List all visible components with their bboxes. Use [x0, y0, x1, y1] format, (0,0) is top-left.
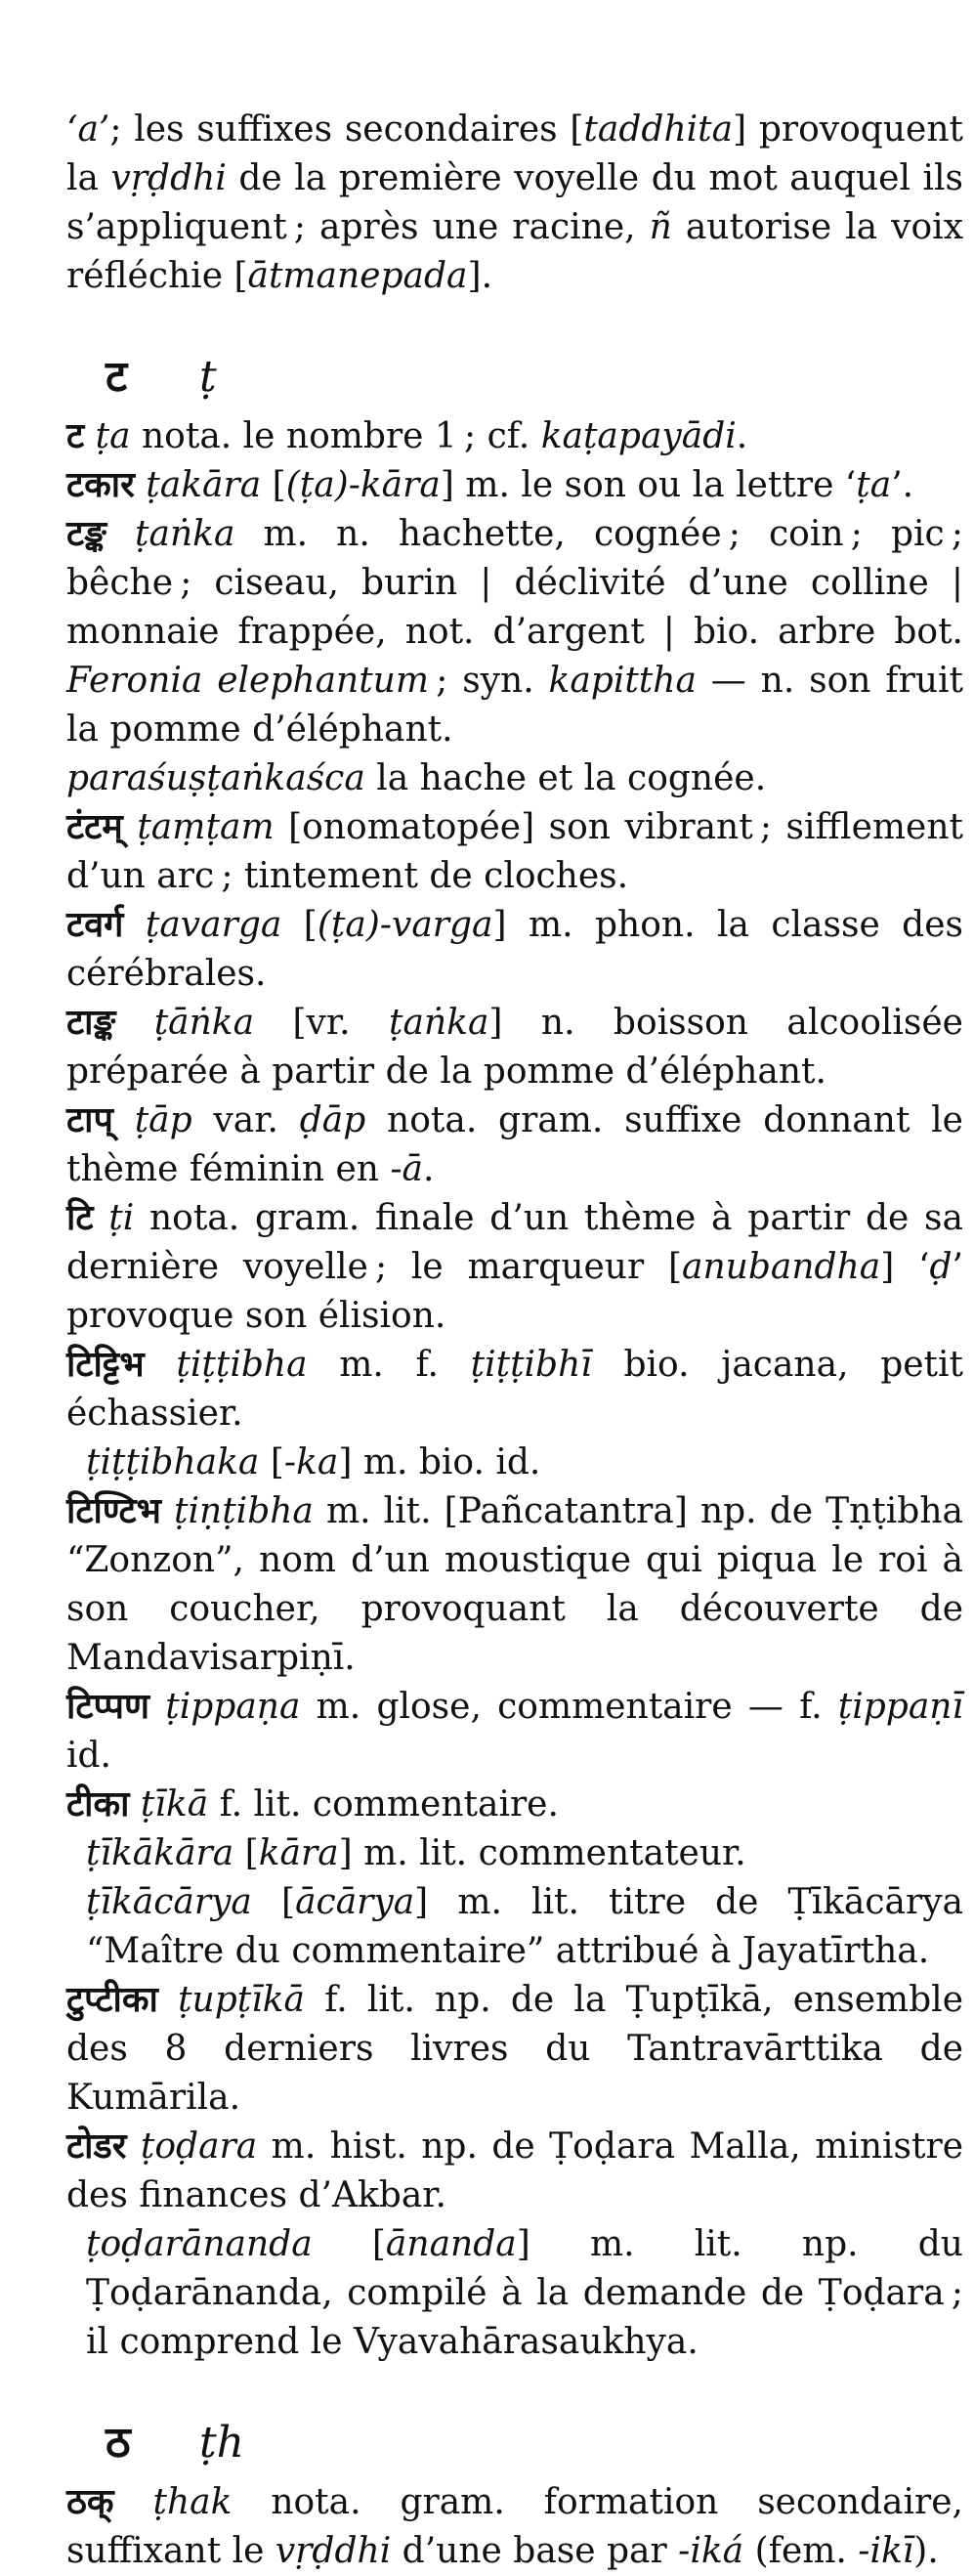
intro-vrddhi: vṛḍdhi [110, 158, 227, 198]
headword: ṭīkākāra [86, 1833, 234, 1873]
entry-tika: टीका ṭīkā f. lit. commentaire. [66, 1784, 559, 1825]
entry-tikacarya: ṭīkācārya [ācārya] m. lit. titre de Ṭīkācārya “Maître du commentaire” attribué à Jayatīrtha. [86, 1882, 963, 1971]
headword: ṭaṅka [135, 514, 235, 554]
section-roman-letter: ṭ [199, 352, 217, 402]
headword: ṭippaṇa [165, 1687, 301, 1727]
entry-tittibha: टिट्टिभ ṭiṭṭibha m. f. ṭiṭṭibhī bio. jacana, petit échassier. [66, 1345, 963, 1434]
entry-tavarga: टवर्ग ṭavarga [(ṭa)-varga] m. phon. la classe des cérébrales. [66, 905, 963, 994]
section-deva-letter: ट [106, 352, 128, 402]
entry-tap: टाप् ṭāp var. ḍāp nota. gram. suffixe donnant le thème féminin en -ā. [66, 1100, 963, 1189]
entry-tittibhaka: ṭiṭṭibhaka [-ka] m. bio. id. [86, 1442, 541, 1482]
headword: ṭiṭṭibha [176, 1345, 308, 1385]
entry-tippana: टिप्पण ṭippaṇa m. glose, commentaire — f. ṭippaṇī id. [66, 1687, 963, 1776]
section-roman-letter: ṭh [199, 2418, 245, 2468]
entry-parasu: paraśuṣṭaṅkaśca la hache et la cognée. [66, 758, 767, 798]
entry-tuptika: टुप्टीका ṭupṭīkā f. lit. np. de la Ṭupṭīkā, ensemble des 8 derniers livres du Tantravārttika de Kumārila. [66, 1980, 963, 2118]
entry-tikakara: ṭīkākāra [kāra] m. lit. commentateur. [86, 1833, 746, 1873]
headword: ṭupṭīkā [178, 1980, 306, 2020]
headword: ṭīkā [140, 1784, 209, 1825]
entry-thak: ठक् ṭhak nota. gram. formation secondaire, suffixant le vṛḍdhi d’une base par -iká (fem. -ikī). [66, 2482, 963, 2571]
intro-taddhita: taddhita [583, 109, 734, 150]
headword: ṭāṅka [153, 1003, 255, 1043]
headword: ṭīkācārya [86, 1882, 252, 1922]
section-heading-ta [66, 348, 963, 407]
headword: ṭiṇṭibha [174, 1491, 314, 1531]
entry-tintibha: टिण्टिभ ṭiṇṭibha m. lit. [Pañcatantra] np. de Ṭṇṭibha “Zonzon”, nom d’un moustique qui piqua le roi à son coucher, provoquant la découverte de Mandavisarpiṇī. [66, 1491, 964, 1678]
headword: ṭhak [152, 2482, 233, 2522]
dictionary-page [66, 106, 963, 2576]
headword: ṭiṭṭibhaka [86, 1442, 260, 1482]
entry-tanka-drink: टाङ्क ṭāṅka [vr. ṭaṅka] n. boisson alcoolisée préparée à partir de la pomme d’éléphant. [66, 1003, 963, 1092]
entry-todara: टोडर ṭoḍara m. hist. np. de Ṭoḍara Malla, ministre des finances d’Akbar. [66, 2126, 963, 2215]
headword: ṭa [95, 416, 131, 456]
headword: ṭakāra [146, 465, 262, 505]
headword: ṭāp [134, 1100, 192, 1140]
headword: paraśuṣṭaṅkaśca [66, 758, 365, 798]
headword: ṭavarga [145, 905, 282, 945]
headword: ṭoḍara [140, 2126, 258, 2167]
entry-ta: ट ṭa nota. le nombre 1 ; cf. kaṭapayādi. [66, 416, 748, 456]
section-deva-letter: ठ [106, 2418, 131, 2468]
intro-nn: ñ [649, 207, 672, 247]
entry-tanka: टङ्क ṭaṅka m. n. hachette, cognée ; coin ; pic ; bêche ; ciseau, burin | déclivité d’une colline | monnaie frappée, not. d’argent | bio. arbre bot. Feronia elephantum ; syn. kapittha — n. son fruit la pomme d’éléphant. [66, 514, 964, 750]
headword: ṭaṃṭam [137, 807, 275, 847]
entry-ti: टि ṭi nota. gram. finale d’un thème à partir de sa dernière voyelle ; le marqueur [anubandha] ‘ḍ’ provoque son élision. [66, 1198, 963, 1336]
intro-paragraph: ‘a’; les suffixes secondaires [taddhita] provoquent la vṛḍdhi de la première voyelle du mot auquel ils s’appliquent ; après une racine, ñ autorise la voix réfléchie [ātmanepada]. [66, 109, 964, 296]
entry-tamtam: टंटम् ṭaṃṭam [onomatopée] son vibrant ; sifflement d’un arc ; tintement de cloches. [66, 807, 963, 896]
headword: ṭi [108, 1198, 135, 1238]
section-heading-tha [66, 2414, 963, 2472]
entry-takara: टकार ṭakāra [(ṭa)-kāra] m. le son ou la lettre ‘ṭa’. [66, 465, 914, 505]
intro-quote: ‘a’ [66, 109, 110, 150]
headword: ṭoḍarānanda [86, 2224, 313, 2264]
intro-atmanepada: ātmanepada [247, 256, 468, 296]
entry-todarananda: ṭoḍarānanda [ānanda] m. lit. np. du Ṭoḍarānanda, compilé à la demande de Ṭoḍara ; il comprend le Vyavahārasaukhya. [86, 2224, 963, 2362]
